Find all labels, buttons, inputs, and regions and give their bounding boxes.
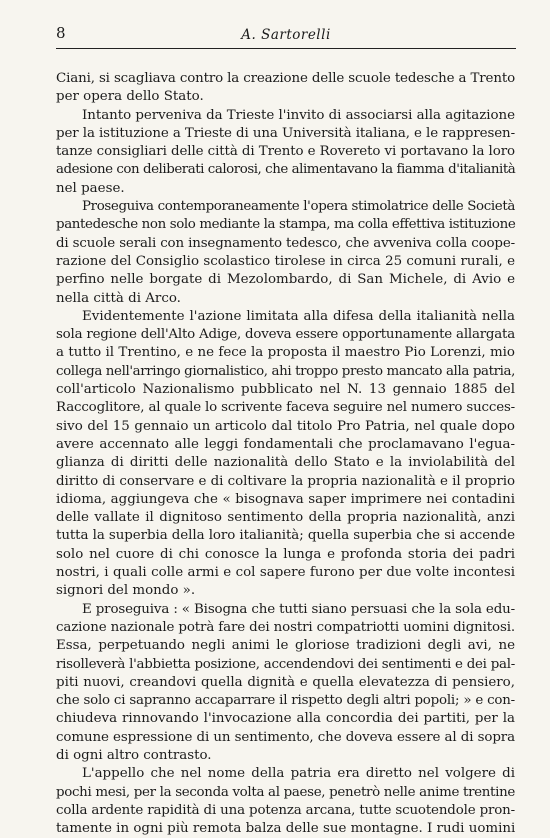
text-line: che solo ci sapranno accaparrare il rispetto degli altri popoli; » e con-	[56, 693, 515, 709]
text-line: cazione nazionale potrà fare dei nostri compatriotti uomini dignitosi.	[56, 619, 515, 635]
text-line: Ciani, si scagliava contro la creazione delle scuole tedesche a Trento	[56, 71, 515, 86]
text-line: delle vallate il dignitoso sentimento della propria nazionalità, anzi	[56, 510, 515, 526]
text-line: Essa, perpetuando negli animi le gloriose tradizioni degli avi, ne	[56, 638, 515, 654]
page-number: 8	[56, 24, 66, 42]
text-line: Evidentemente l'azione limitata alla difesa della italianità nella	[82, 308, 515, 324]
text-line: avere accennato alle leggi fondamentali che proclamavano l'egua-	[56, 436, 515, 452]
running-head: A. Sartorelli	[241, 27, 331, 43]
text-line: di ogni altro contrasto.	[56, 747, 212, 763]
text-line: pantedesche non solo mediante la stampa, ma colla effettiva istituzione	[56, 217, 516, 233]
text-line: risolleverà l'abbietta posizione, accendendovi dei sentimenti e dei pal-	[56, 656, 515, 672]
text-line: tamente in ogni più remota balza delle sue montagne. I rudi uomini	[56, 821, 516, 837]
text-line: adesione con deliberati calorosi, che alimentavano la fiamma d'italianità	[56, 162, 516, 178]
text-line: colla ardente rapidità di una potenza arcana, tutte scuotendole pron-	[56, 802, 515, 818]
text-line: idioma, aggiungeva che « bisognava saper imprimere nei contadini	[56, 491, 515, 507]
text-line: Proseguiva contemporaneamente l'opera stimolatrice delle Società	[82, 199, 515, 215]
text-line: di scuole serali con insegnamento tedesco, che avveniva colla coope-	[56, 235, 515, 251]
text-line: pochi mesi, per la seconda volta al paese, penetrò nelle anime trentine	[56, 784, 515, 800]
text-line: nel paese.	[56, 180, 125, 196]
text-line: razione del Consiglio scolastico tirolese in circa 25 comuni rurali, e	[56, 253, 515, 269]
text-line: Raccoglitore, al quale lo scrivente faceva seguire nel numero succes-	[56, 400, 515, 416]
text-line: L'appello che nel nome della patria era diretto nel volgere di	[82, 766, 515, 782]
text-line: coll'articolo Nazionalismo pubblicato nel N. 13 gennaio 1885 del	[56, 382, 515, 398]
text-line: nostri, i quali colle armi e col sapere furono per due volte incontesi	[56, 565, 515, 581]
text-line: per la istituzione a Trieste di una Università italiana, e le rappresen-	[56, 125, 515, 141]
text-line: per opera dello Stato.	[56, 89, 204, 105]
text-line: nella città di Arco.	[56, 290, 181, 306]
text-line: diritto di conservare e di coltivare la propria nazionalità e il proprio	[56, 473, 515, 489]
text-line: tutta la superbia della loro italianità; quella superbia che si accende	[56, 528, 515, 544]
text-line: solo nel cuore di chi conosce la lunga e profonda storia dei padri	[56, 546, 515, 562]
body-text	[56, 70, 516, 838]
text-line: tanze consigliari delle città di Trento e Rovereto vi portavano la loro	[56, 144, 515, 160]
text-line: sivo del 15 gennaio un articolo dal titolo Pro Patria, nel quale dopo	[56, 418, 515, 434]
text-line: E proseguiva : « Bisogna che tutti siano persuasi che la sola edu-	[82, 601, 515, 617]
text-line: signori del mondo ».	[56, 583, 196, 599]
text-line: sola regione dell'Alto Adige, doveva essere opportunamente allargata	[56, 327, 515, 343]
text-line: Intanto perveniva da Trieste l'invito di associarsi alla agitazione	[82, 107, 515, 123]
text-line: piti nuovi, creandovi quella dignità e quella elevatezza di pensiero,	[56, 674, 515, 690]
text-line: a tutto il Trentino, e ne fece la proposta il maestro Pio Lorenzi, mio	[56, 345, 515, 361]
text-line: collega nell'arringo giornalistico, ahi troppo presto mancato alla patria,	[56, 363, 515, 379]
text-line: glianza di diritti delle nazionalità dello Stato e la inviolabilità del	[56, 455, 515, 471]
text-line: comune espressione di un sentimento, che doveva essere al di sopra	[56, 729, 515, 745]
text-line: perfino nelle borgate di Mezolombardo, di San Michele, di Avio e	[56, 272, 515, 288]
page-header	[56, 22, 516, 49]
text-line: chiudeva rinnovando l'invocazione alla concordia dei partiti, per la	[56, 711, 515, 727]
